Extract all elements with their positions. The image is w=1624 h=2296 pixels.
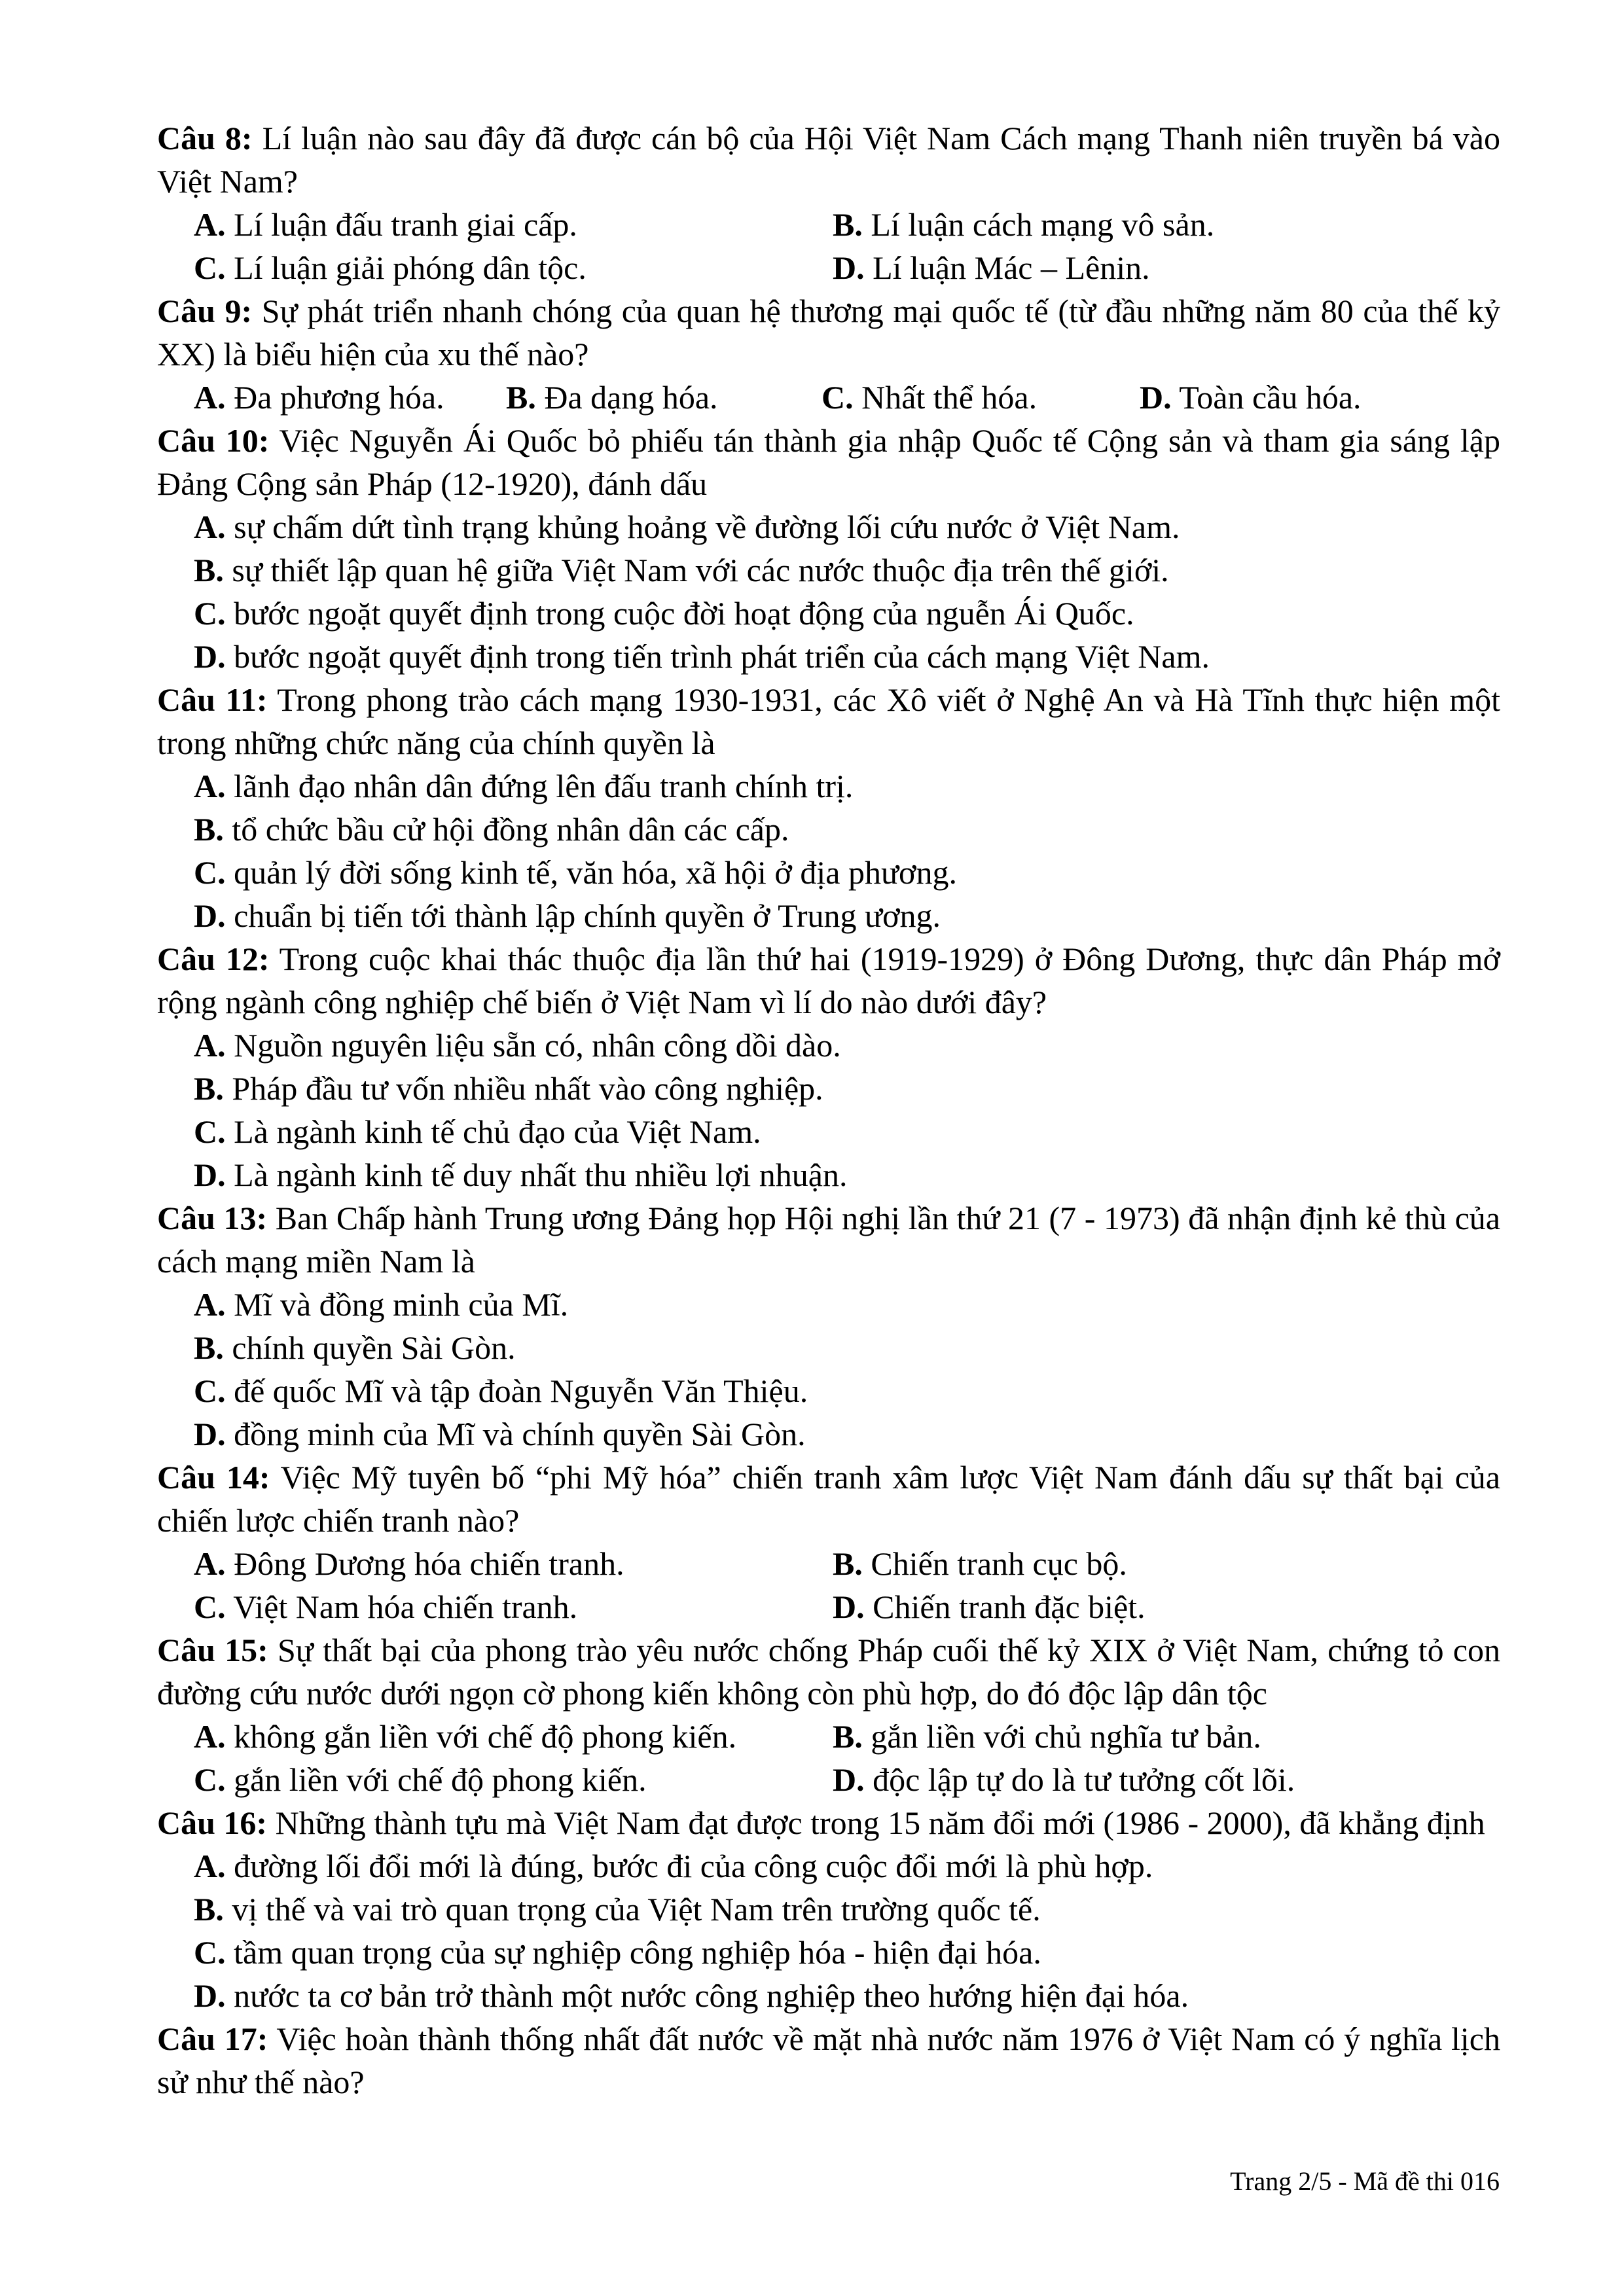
question-text: Việc Nguyễn Ái Quốc bỏ phiếu tán thành gia nhập Quốc tế Cộng sản và tham gia sáng lập Đảng Cộng sản Pháp (12-1920), đánh dấu (157, 422, 1500, 502)
option-d: D. Toàn cầu hóa. (1140, 379, 1362, 416)
option-c: C. Nhất thể hóa. (821, 379, 1038, 416)
question-text: Trong cuộc khai thác thuộc địa lần thứ hai (1919-1929) ở Đông Dương, thực dân Pháp mở rộng ngành công nghiệp chế biến ở Việt Nam vì lí do nào dưới đây? (157, 941, 1500, 1020)
question-text: Những thành tựu mà Việt Nam đạt được trong 15 năm đổi mới (1986 - 2000), đã khẳng định (267, 1804, 1485, 1841)
question-text: Lí luận nào sau đây đã được cán bộ của Hội Việt Nam Cách mạng Thanh niên truyền bá vào Việt Nam? (157, 120, 1500, 200)
option-c: C. gắn liền với chế độ phong kiến. (194, 1761, 647, 1798)
option-d: D. đồng minh của Mĩ và chính quyền Sài Gòn. (194, 1416, 806, 1452)
question-label: Câu 16: (157, 1804, 268, 1841)
option-a: A. Mĩ và đồng minh của Mĩ. (194, 1286, 569, 1323)
question-label: Câu 15: (157, 1632, 268, 1668)
question-text: Sự phát triển nhanh chóng của quan hệ thương mại quốc tế (từ đầu những năm 80 của thế kỷ XX) là biểu hiện của xu thế nào? (157, 293, 1500, 372)
option-a: A. Đông Dương hóa chiến tranh. (194, 1545, 624, 1582)
question-label: Câu 17: (157, 2020, 268, 2057)
option-d: D. nước ta cơ bản trở thành một nước công nghiệp theo hướng hiện đại hóa. (194, 1977, 1189, 2014)
option-b: B. Đa dạng hóa. (506, 379, 718, 416)
question-label: Câu 14: (157, 1459, 270, 1496)
question-label: Câu 10: (157, 422, 270, 459)
option-d: D. Chiến tranh đặc biệt. (833, 1588, 1146, 1625)
option-a: A. Lí luận đấu tranh giai cấp. (194, 206, 577, 243)
option-b: B. Lí luận cách mạng vô sản. (833, 206, 1215, 243)
exam-page (157, 117, 1500, 2104)
option-d: D. độc lập tự do là tư tưởng cốt lõi. (833, 1761, 1295, 1798)
option-c: C. Lí luận giải phóng dân tộc. (194, 249, 586, 286)
option-b: B. gắn liền với chủ nghĩa tư bản. (833, 1718, 1261, 1755)
question-text: Trong phong trào cách mạng 1930-1931, các Xô viết ở Nghệ An và Hà Tĩnh thực hiện một trong những chức năng của chính quyền là (157, 681, 1501, 761)
question-text: Sự thất bại của phong trào yêu nước chống Pháp cuối thế kỷ XIX ở Việt Nam, chứng tỏ con đường cứu nước dưới ngọn cờ phong kiến không còn phù hợp, do đó độc lập dân tộc (157, 1632, 1500, 1712)
question-label: Câu 9: (157, 293, 253, 329)
option-c: C. tầm quan trọng của sự nghiệp công nghiệp hóa - hiện đại hóa. (194, 1934, 1041, 1971)
option-c: C. Là ngành kinh tế chủ đạo của Việt Nam. (194, 1113, 761, 1150)
question-label: Câu 11: (157, 681, 268, 718)
question-16 (157, 1801, 1500, 2017)
page-footer: Trang 2/5 - Mã đề thi 016 (1230, 2166, 1500, 2196)
question-12 (157, 937, 1500, 1196)
option-c: C. bước ngoặt quyết định trong cuộc đời hoạt động của nguễn Ái Quốc. (194, 595, 1134, 632)
option-b: B. Pháp đầu tư vốn nhiều nhất vào công nghiệp. (194, 1070, 823, 1107)
question-label: Câu 13: (157, 1200, 268, 1236)
question-8 (157, 117, 1500, 289)
option-a: A. Nguồn nguyên liệu sẵn có, nhân công dồi dào. (194, 1027, 841, 1064)
option-c: C. đế quốc Mĩ và tập đoàn Nguyễn Văn Thiệu. (194, 1372, 808, 1409)
option-a: A. lãnh đạo nhân dân đứng lên đấu tranh chính trị. (194, 768, 854, 804)
question-15 (157, 1628, 1500, 1801)
option-a: A. sự chấm dứt tình trạng khủng hoảng về đường lối cứu nước ở Việt Nam. (194, 509, 1180, 545)
question-11 (157, 678, 1500, 937)
option-a: A. đường lối đổi mới là đúng, bước đi của công cuộc đổi mới là phù hợp. (194, 1848, 1153, 1884)
option-b: B. sự thiết lập quan hệ giữa Việt Nam với các nước thuộc địa trên thế giới. (194, 552, 1169, 588)
option-a: A. không gắn liền với chế độ phong kiến. (194, 1718, 737, 1755)
option-b: B. Chiến tranh cục bộ. (833, 1545, 1127, 1582)
question-text: Ban Chấp hành Trung ương Đảng họp Hội nghị lần thứ 21 (7 - 1973) đã nhận định kẻ thù của cách mạng miền Nam là (157, 1200, 1500, 1280)
option-d: D. chuẩn bị tiến tới thành lập chính quyền ở Trung ương. (194, 897, 941, 934)
option-c: C. quản lý đời sống kinh tế, văn hóa, xã hội ở địa phương. (194, 854, 957, 891)
option-d: D. bước ngoặt quyết định trong tiến trình phát triển của cách mạng Việt Nam. (194, 638, 1210, 675)
question-text: Việc hoàn thành thống nhất đất nước về mặt nhà nước năm 1976 ở Việt Nam có ý nghĩa lịch sử như thế nào? (157, 2020, 1500, 2100)
question-text: Việc Mỹ tuyên bố “phi Mỹ hóa” chiến tranh xâm lược Việt Nam đánh dấu sự thất bại của chiến lược chiến tranh nào? (157, 1459, 1500, 1539)
question-label: Câu 8: (157, 120, 253, 156)
option-d: D. Lí luận Mác – Lênin. (833, 249, 1150, 286)
question-17 (157, 2017, 1500, 2104)
option-b: B. vị thế và vai trò quan trọng của Việt Nam trên trường quốc tế. (194, 1891, 1041, 1928)
question-9 (157, 289, 1500, 419)
option-c: C. Việt Nam hóa chiến tranh. (194, 1588, 578, 1625)
option-b: B. chính quyền Sài Gòn. (194, 1329, 516, 1366)
option-b: B. tổ chức bầu cử hội đồng nhân dân các cấp. (194, 811, 789, 848)
question-10 (157, 419, 1500, 678)
question-label: Câu 12: (157, 941, 270, 977)
question-13 (157, 1196, 1500, 1456)
option-a: A. Đa phương hóa. (194, 379, 444, 416)
question-14 (157, 1456, 1500, 1628)
option-d: D. Là ngành kinh tế duy nhất thu nhiều lợi nhuận. (194, 1157, 848, 1193)
